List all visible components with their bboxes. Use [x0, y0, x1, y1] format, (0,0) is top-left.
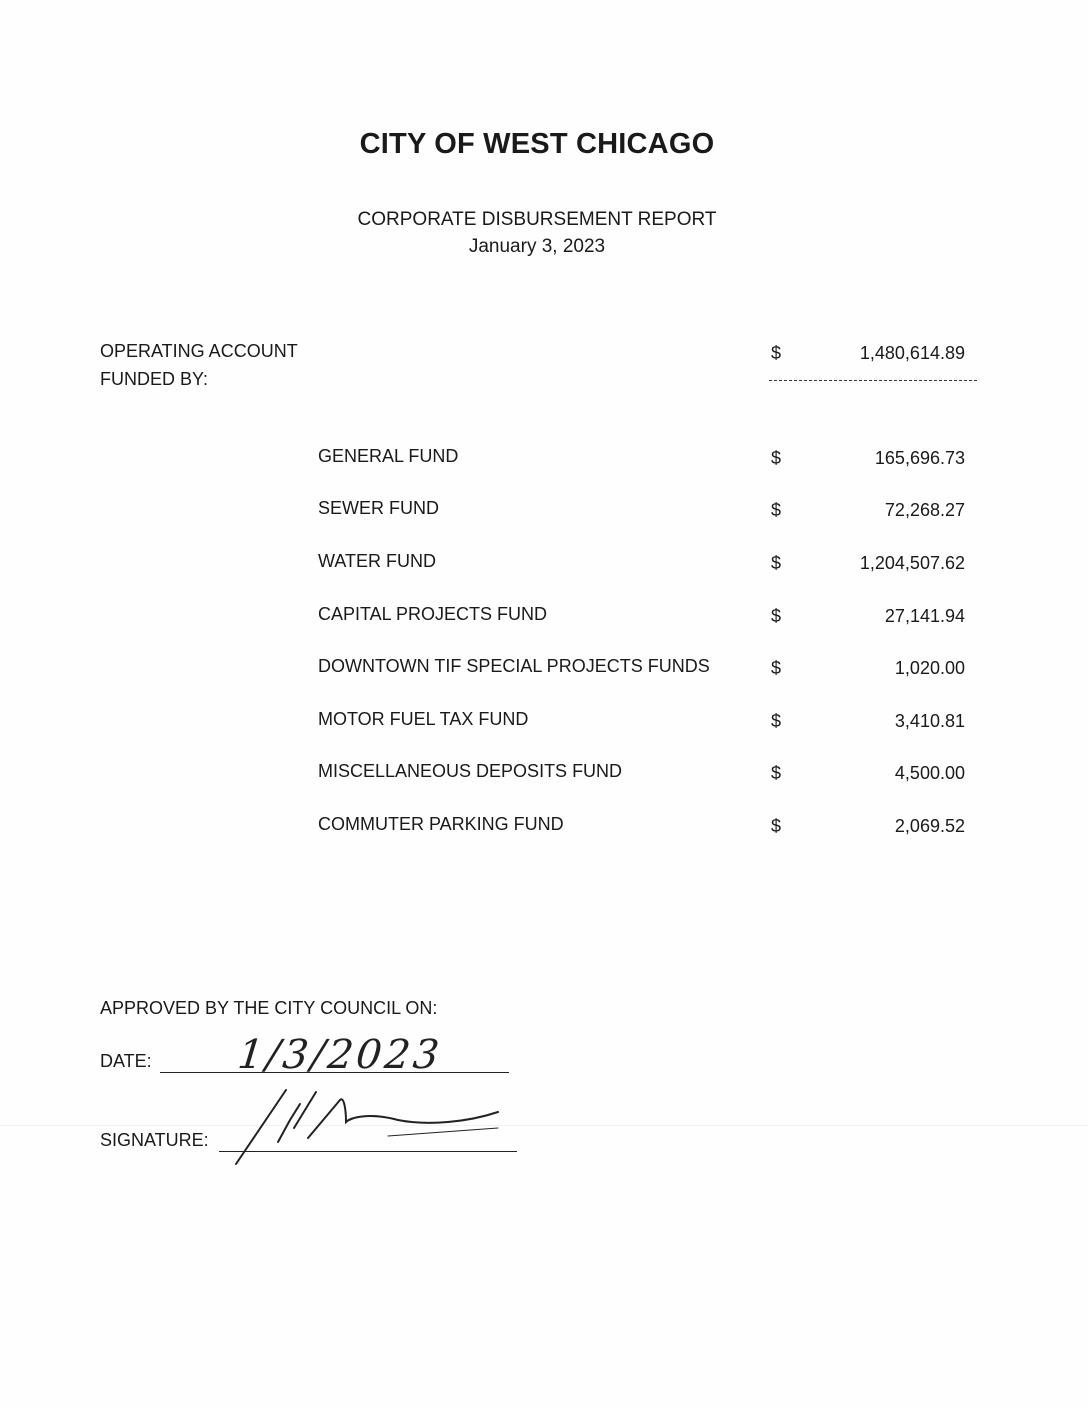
- fund-amount: 4,500.00: [894, 763, 965, 783]
- fund-row-sewer: [0, 498, 1088, 524]
- fund-amount: 1,204,507.62: [859, 553, 965, 573]
- fund-name: SEWER FUND: [318, 498, 439, 518]
- fund-amount: 72,268.27: [884, 500, 965, 520]
- approval-statement: APPROVED BY THE CITY COUNCIL ON:: [100, 998, 438, 1018]
- fund-currency: $: [771, 606, 782, 626]
- operating-currency: $: [771, 343, 782, 363]
- fund-row-miscellaneous-deposits: [0, 761, 1088, 787]
- fund-currency: $: [771, 500, 782, 520]
- fund-amount: 1,020.00: [894, 658, 965, 678]
- fund-name: MISCELLANEOUS DEPOSITS FUND: [318, 761, 623, 781]
- fund-name: WATER FUND: [318, 551, 436, 571]
- fund-row-downtown-tif: [0, 656, 1088, 682]
- fund-amount: 165,696.73: [874, 448, 965, 468]
- fund-name: COMMUTER PARKING FUND: [318, 814, 564, 834]
- fund-currency: $: [771, 711, 782, 731]
- fund-amount: 27,141.94: [884, 606, 965, 626]
- fund-name: CAPITAL PROJECTS FUND: [318, 604, 548, 624]
- fund-row-capital-projects: [0, 604, 1088, 630]
- fund-amount: 3,410.81: [894, 711, 965, 731]
- fund-name: DOWNTOWN TIF SPECIAL PROJECTS FUNDS: [318, 656, 710, 676]
- handwritten-signature: [228, 1082, 508, 1172]
- page-title: CITY OF WEST CHICAGO: [359, 128, 715, 160]
- handwritten-date: 1/3/2023: [235, 1032, 445, 1078]
- fund-row-motor-fuel-tax: [0, 709, 1088, 735]
- fund-amount: 2,069.52: [894, 816, 965, 836]
- report-subtitle: CORPORATE DISBURSEMENT REPORT: [357, 209, 717, 230]
- fund-currency: $: [771, 658, 782, 678]
- fund-row-commuter-parking: [0, 814, 1088, 840]
- fund-row-general: [0, 446, 1088, 472]
- fund-currency: $: [771, 553, 782, 573]
- fund-name: GENERAL FUND: [318, 446, 459, 466]
- scan-artifact-line: [0, 1125, 1088, 1126]
- fund-row-water: [0, 551, 1088, 577]
- fund-currency: $: [771, 763, 782, 783]
- signature-label: SIGNATURE:: [100, 1130, 209, 1150]
- fund-currency: $: [771, 448, 782, 468]
- fund-name: MOTOR FUEL TAX FUND: [318, 709, 529, 729]
- funded-by-label: FUNDED BY:: [100, 369, 209, 389]
- report-date: January 3, 2023: [468, 236, 606, 257]
- operating-amount: 1,480,614.89: [859, 343, 965, 363]
- fund-currency: $: [771, 816, 782, 836]
- date-label: DATE:: [100, 1051, 152, 1071]
- operating-account-label: OPERATING ACCOUNT: [100, 341, 298, 361]
